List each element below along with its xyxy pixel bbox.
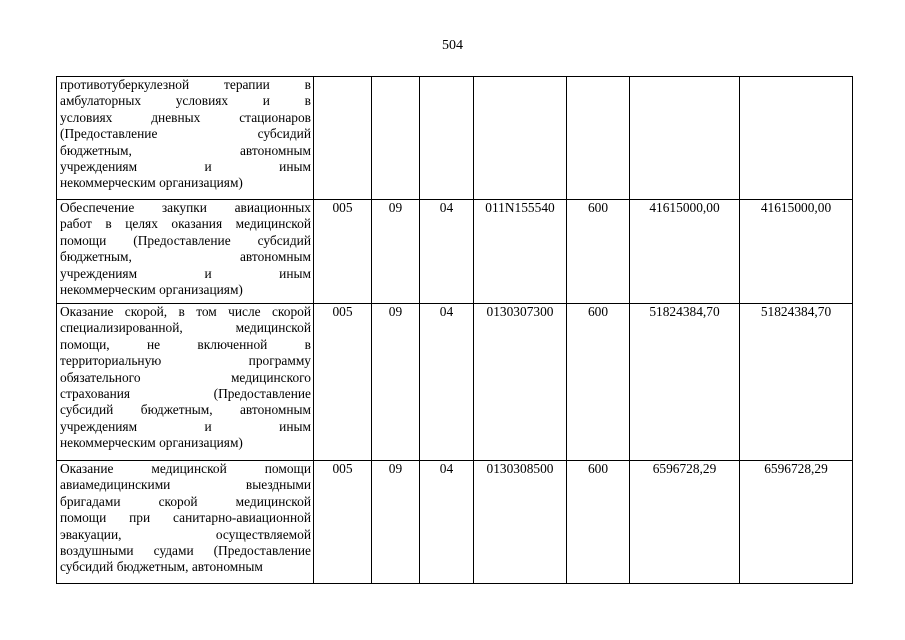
amount-year-2-cell: 51824384,70 <box>740 304 853 461</box>
description-line: воздушными судами (Предоставление <box>60 543 311 559</box>
description-line: Обеспечение закупки авиационных <box>60 200 311 215</box>
section-code-cell: 09 <box>372 304 420 461</box>
budget-table <box>56 76 853 584</box>
description-line: работ в целях оказания медицинской <box>60 216 311 232</box>
table-row <box>57 461 853 584</box>
table-row <box>57 77 853 200</box>
expense-type-cell: 600 <box>567 200 630 304</box>
description-line: субсидий бюджетным, автономным <box>60 402 311 418</box>
table-row <box>57 304 853 461</box>
description-line: бюджетным, автономным <box>60 142 311 158</box>
amount-year-1-cell: 51824384,70 <box>630 304 740 461</box>
description-line: обязательного медицинского <box>60 369 311 385</box>
amount-year-1-cell: 41615000,00 <box>630 200 740 304</box>
table-body <box>57 77 853 584</box>
description-line: эвакуации, осуществляемой <box>60 526 311 542</box>
table-row <box>57 200 853 304</box>
description-line: некоммерческим организациям) <box>60 282 243 298</box>
subsection-code-cell: 04 <box>420 304 474 461</box>
target-article-cell: 0130308500 <box>474 461 567 584</box>
ministry-code-cell <box>314 77 372 200</box>
description-line: помощи (Предоставление субсидий <box>60 232 311 248</box>
ministry-code-cell: 005 <box>314 304 372 461</box>
page-number: 504 <box>442 38 463 53</box>
ministry-code-cell: 005 <box>314 200 372 304</box>
description-line: противотуберкулезной терапии в <box>60 77 311 92</box>
description-line: (Предоставление субсидий <box>60 126 311 142</box>
description-line: учреждениям и иным <box>60 418 311 434</box>
description-line: учреждениям и иным <box>60 159 311 175</box>
description-line: страхования (Предоставление <box>60 386 311 402</box>
amount-year-1-cell: 6596728,29 <box>630 461 740 584</box>
section-code-cell <box>372 77 420 200</box>
amount-year-1-cell <box>630 77 740 200</box>
amount-year-2-cell: 6596728,29 <box>740 461 853 584</box>
subsection-code-cell: 04 <box>420 461 474 584</box>
subsection-code-cell <box>420 77 474 200</box>
expense-type-cell: 600 <box>567 461 630 584</box>
description-line: помощи при санитарно-авиационной <box>60 510 311 526</box>
expense-type-cell: 600 <box>567 304 630 461</box>
description-line: учреждениям и иным <box>60 265 311 281</box>
description-cell <box>57 77 314 200</box>
description-line: амбулаторных условиях и в <box>60 93 311 109</box>
description-line: помощи, не включенной в <box>60 336 311 352</box>
amount-year-2-cell: 41615000,00 <box>740 200 853 304</box>
target-article-cell <box>474 77 567 200</box>
section-code-cell: 09 <box>372 200 420 304</box>
description-line: субсидий бюджетным, автономным <box>60 559 263 575</box>
description-cell <box>57 461 314 584</box>
target-article-cell: 011N155540 <box>474 200 567 304</box>
ministry-code-cell: 005 <box>314 461 372 584</box>
description-line: Оказание скорой, в том числе скорой <box>60 304 311 319</box>
description-line: Оказание медицинской помощи <box>60 461 311 476</box>
target-article-cell: 0130307300 <box>474 304 567 461</box>
expense-type-cell <box>567 77 630 200</box>
description-line: условиях дневных стационаров <box>60 109 311 125</box>
description-line: некоммерческим организациям) <box>60 435 243 451</box>
description-line: бригадами скорой медицинской <box>60 493 311 509</box>
description-line: некоммерческим организациям) <box>60 175 243 191</box>
description-line: авиамедицинскими выездными <box>60 477 311 493</box>
subsection-code-cell: 04 <box>420 200 474 304</box>
description-line: территориальную программу <box>60 353 311 369</box>
description-cell <box>57 200 314 304</box>
description-cell <box>57 304 314 461</box>
amount-year-2-cell <box>740 77 853 200</box>
section-code-cell: 09 <box>372 461 420 584</box>
description-line: бюджетным, автономным <box>60 249 311 265</box>
description-line: специализированной, медицинской <box>60 320 311 336</box>
